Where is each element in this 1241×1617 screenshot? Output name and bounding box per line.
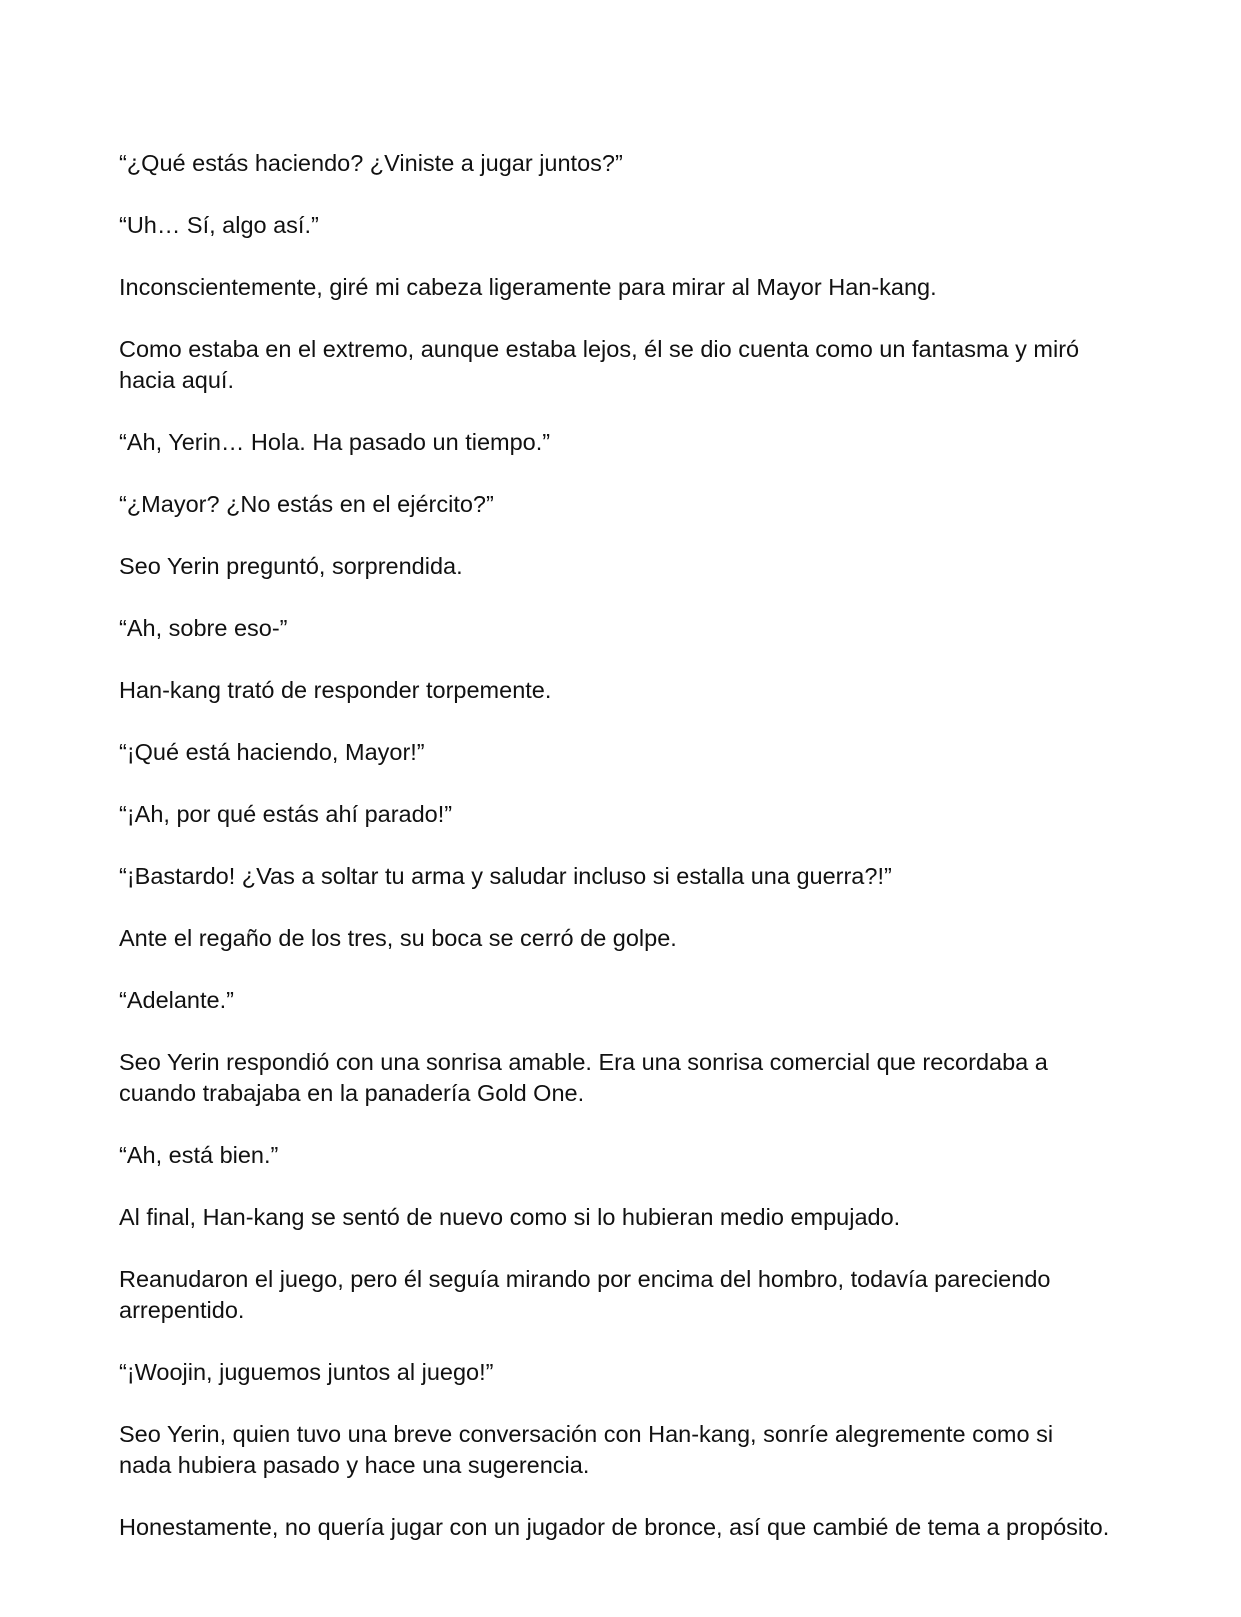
paragraph-21: Honestamente, no quería jugar con un jugador de bronce, así que cambié de tema a propósito. [119, 1514, 1110, 1540]
paragraph-11: “¡Ah, por qué estás ahí parado!” [119, 801, 453, 827]
paragraph-20: Seo Yerin, quien tuvo una breve conversación con Han-kang, sonríe alegremente como si nada hubiera pasado y hace una sugerencia. [119, 1421, 1054, 1478]
paragraph-12: “¡Bastardo! ¿Vas a soltar tu arma y saludar incluso si estalla una guerra?!” [119, 863, 892, 889]
paragraph-16: “Ah, está bien.” [119, 1142, 279, 1168]
paragraph-4: Como estaba en el extremo, aunque estaba lejos, él se dio cuenta como un fantasma y miró hacia aquí. [119, 336, 1080, 393]
paragraph-18: Reanudaron el juego, pero él seguía mirando por encima del hombro, todavía pareciendo arrepentido. [119, 1266, 1051, 1323]
paragraph-1: “¿Qué estás haciendo? ¿Viniste a jugar juntos?” [119, 150, 623, 176]
paragraph-3: Inconscientemente, giré mi cabeza ligeramente para mirar al Mayor Han-kang. [119, 274, 937, 300]
paragraph-6: “¿Mayor? ¿No estás en el ejército?” [119, 491, 494, 517]
paragraph-17: Al final, Han-kang se sentó de nuevo como si lo hubieran medio empujado. [119, 1204, 901, 1230]
paragraph-9: Han-kang trató de responder torpemente. [119, 677, 552, 703]
paragraph-13: Ante el regaño de los tres, su boca se cerró de golpe. [119, 925, 677, 951]
paragraph-2: “Uh… Sí, algo así.” [119, 212, 319, 238]
paragraph-5: “Ah, Yerin… Hola. Ha pasado un tiempo.” [119, 429, 551, 455]
paragraph-19: “¡Woojin, juguemos juntos al juego!” [119, 1359, 494, 1385]
paragraph-10: “¡Qué está haciendo, Mayor!” [119, 739, 425, 765]
paragraph-14: “Adelante.” [119, 987, 234, 1013]
paragraph-7: Seo Yerin preguntó, sorprendida. [119, 553, 463, 579]
paragraph-15: Seo Yerin respondió con una sonrisa amable. Era una sonrisa comercial que recordaba a cuando trabajaba en la panadería Gold One. [119, 1049, 1048, 1106]
paragraph-8: “Ah, sobre eso-” [119, 615, 288, 641]
